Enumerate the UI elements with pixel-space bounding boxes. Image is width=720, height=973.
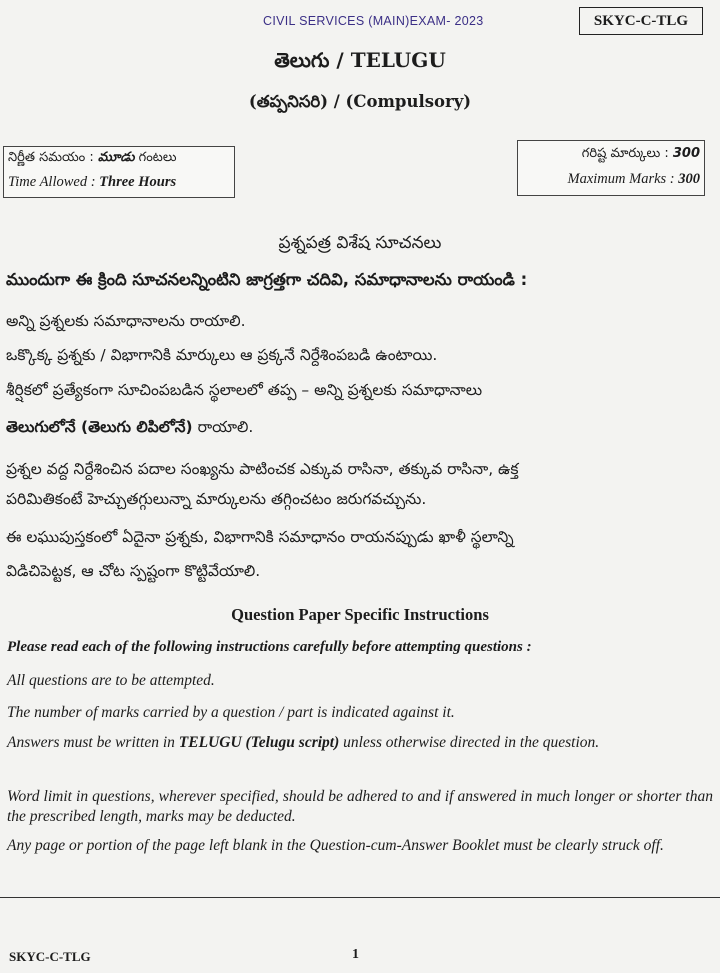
telugu-script-emphasis: తెలుగులోనే (తెలుగు లిపిలోనే) xyxy=(6,418,193,436)
maximum-marks-box xyxy=(517,140,705,196)
telugu-instruction-line: ఒక్కొక్క ప్రశ్నకు / విభాగానికి మార్కులు ఆ ప్రక్కనే నిర్దేశింపబడి ఉంటాయి. xyxy=(6,346,438,364)
english-instruction-line: Word limit in questions, wherever specified, should be adhered to and if answered in much longer or shorter than the prescribed length, marks may be deducted. xyxy=(7,788,713,825)
telugu-instruction-tail: రాయాలి. xyxy=(192,418,254,436)
marks-english-label: Maximum Marks : xyxy=(567,171,679,187)
english-instruction-pre: Answers must be written in xyxy=(7,734,179,751)
marks-telugu-value: 300 xyxy=(672,146,700,161)
time-english-value: Three Hours xyxy=(99,174,177,190)
time-english-label: Time Allowed : xyxy=(8,174,100,190)
telugu-instructions-heading: ప్రశ్నపత్ర విశేష సూచనలు xyxy=(278,233,442,253)
marks-english-line xyxy=(568,171,701,188)
telugu-instruction-line: ఈ లఘుపుస్తకంలో ఏదైనా ప్రశ్నకు, విభాగానికి సమాధానం రాయనప్పుడు ఖాళీ స్థలాన్ని xyxy=(6,528,514,546)
time-telugu-suffix: గంటలు xyxy=(134,150,177,165)
english-instruction-line: All questions are to be attempted. xyxy=(7,672,215,689)
footer-divider xyxy=(0,897,720,898)
marks-english-value: 300 xyxy=(678,171,700,187)
english-instructions-heading: Question Paper Specific Instructions xyxy=(231,605,489,624)
telugu-instruction-line xyxy=(6,418,253,440)
telugu-script-requirement: TELUGU (Telugu script) xyxy=(178,734,340,751)
page-number: 1 xyxy=(352,947,359,962)
footer-paper-code: SKYC-C-TLG xyxy=(9,949,91,964)
english-instruction-line: Any page or portion of the page left blank in the Question-cum-Answer Booklet must be clearly struck off. xyxy=(7,837,664,854)
telugu-instruction-line: ప్రశ్నల వద్ద నిర్దేశించిన పదాల సంఖ్యను పాటించక ఎక్కువ రాసినా, తక్కువ రాసినా, ఉక్త xyxy=(6,460,519,478)
telugu-instructions-intro: ముందుగా ఈ క్రింది సూచనలన్నింటిని జాగ్రత్తగా చదివి, సమాధానాలను రాయండి : xyxy=(6,270,528,289)
time-telugu-line xyxy=(8,150,177,168)
english-instructions-intro: Please read each of the following instructions carefully before attempting questions : xyxy=(7,639,532,655)
subject-title: తెలుగు / TELUGU xyxy=(274,48,446,72)
time-telugu-label: నిర్ణీత సమయం : xyxy=(8,150,98,165)
english-instruction-line: The number of marks carried by a question / part is indicated against it. xyxy=(7,704,455,721)
english-instruction-line xyxy=(7,733,713,753)
telugu-instruction-line: అన్ని ప్రశ్నలకు సమాధానాలను రాయాలి. xyxy=(6,312,246,330)
compulsory-label: (తప్పనిసరి) / (Compulsory) xyxy=(248,92,472,111)
time-telugu-value: మూడు xyxy=(97,150,135,165)
time-english-line xyxy=(8,174,176,191)
telugu-instruction-line: విడిచిపెట్టక, ఆ చోట స్పష్టంగా కొట్టివేయాలి. xyxy=(6,562,261,580)
telugu-instruction-line: శీర్షికలో ప్రత్యేకంగా సూచింపబడిన స్థలాలలో తప్ప – అన్ని ప్రశ్నలకు సమాధానాలు xyxy=(6,381,483,399)
paper-code-box: SKYC-C-TLG xyxy=(579,7,703,35)
marks-telugu-label: గరిష్ట మార్కులు : xyxy=(581,146,673,161)
time-allowed-box xyxy=(3,146,235,198)
telugu-instruction-line: పరిమితికంటే హెచ్చుతగ్గులున్నా మార్కులను తగ్గించటం జరుగవచ్చును. xyxy=(6,490,427,508)
exam-title: CIVIL SERVICES (MAIN)EXAM- 2023 xyxy=(263,14,484,28)
english-instruction-post: unless otherwise directed in the question. xyxy=(339,734,600,751)
marks-telugu-line xyxy=(582,146,700,164)
